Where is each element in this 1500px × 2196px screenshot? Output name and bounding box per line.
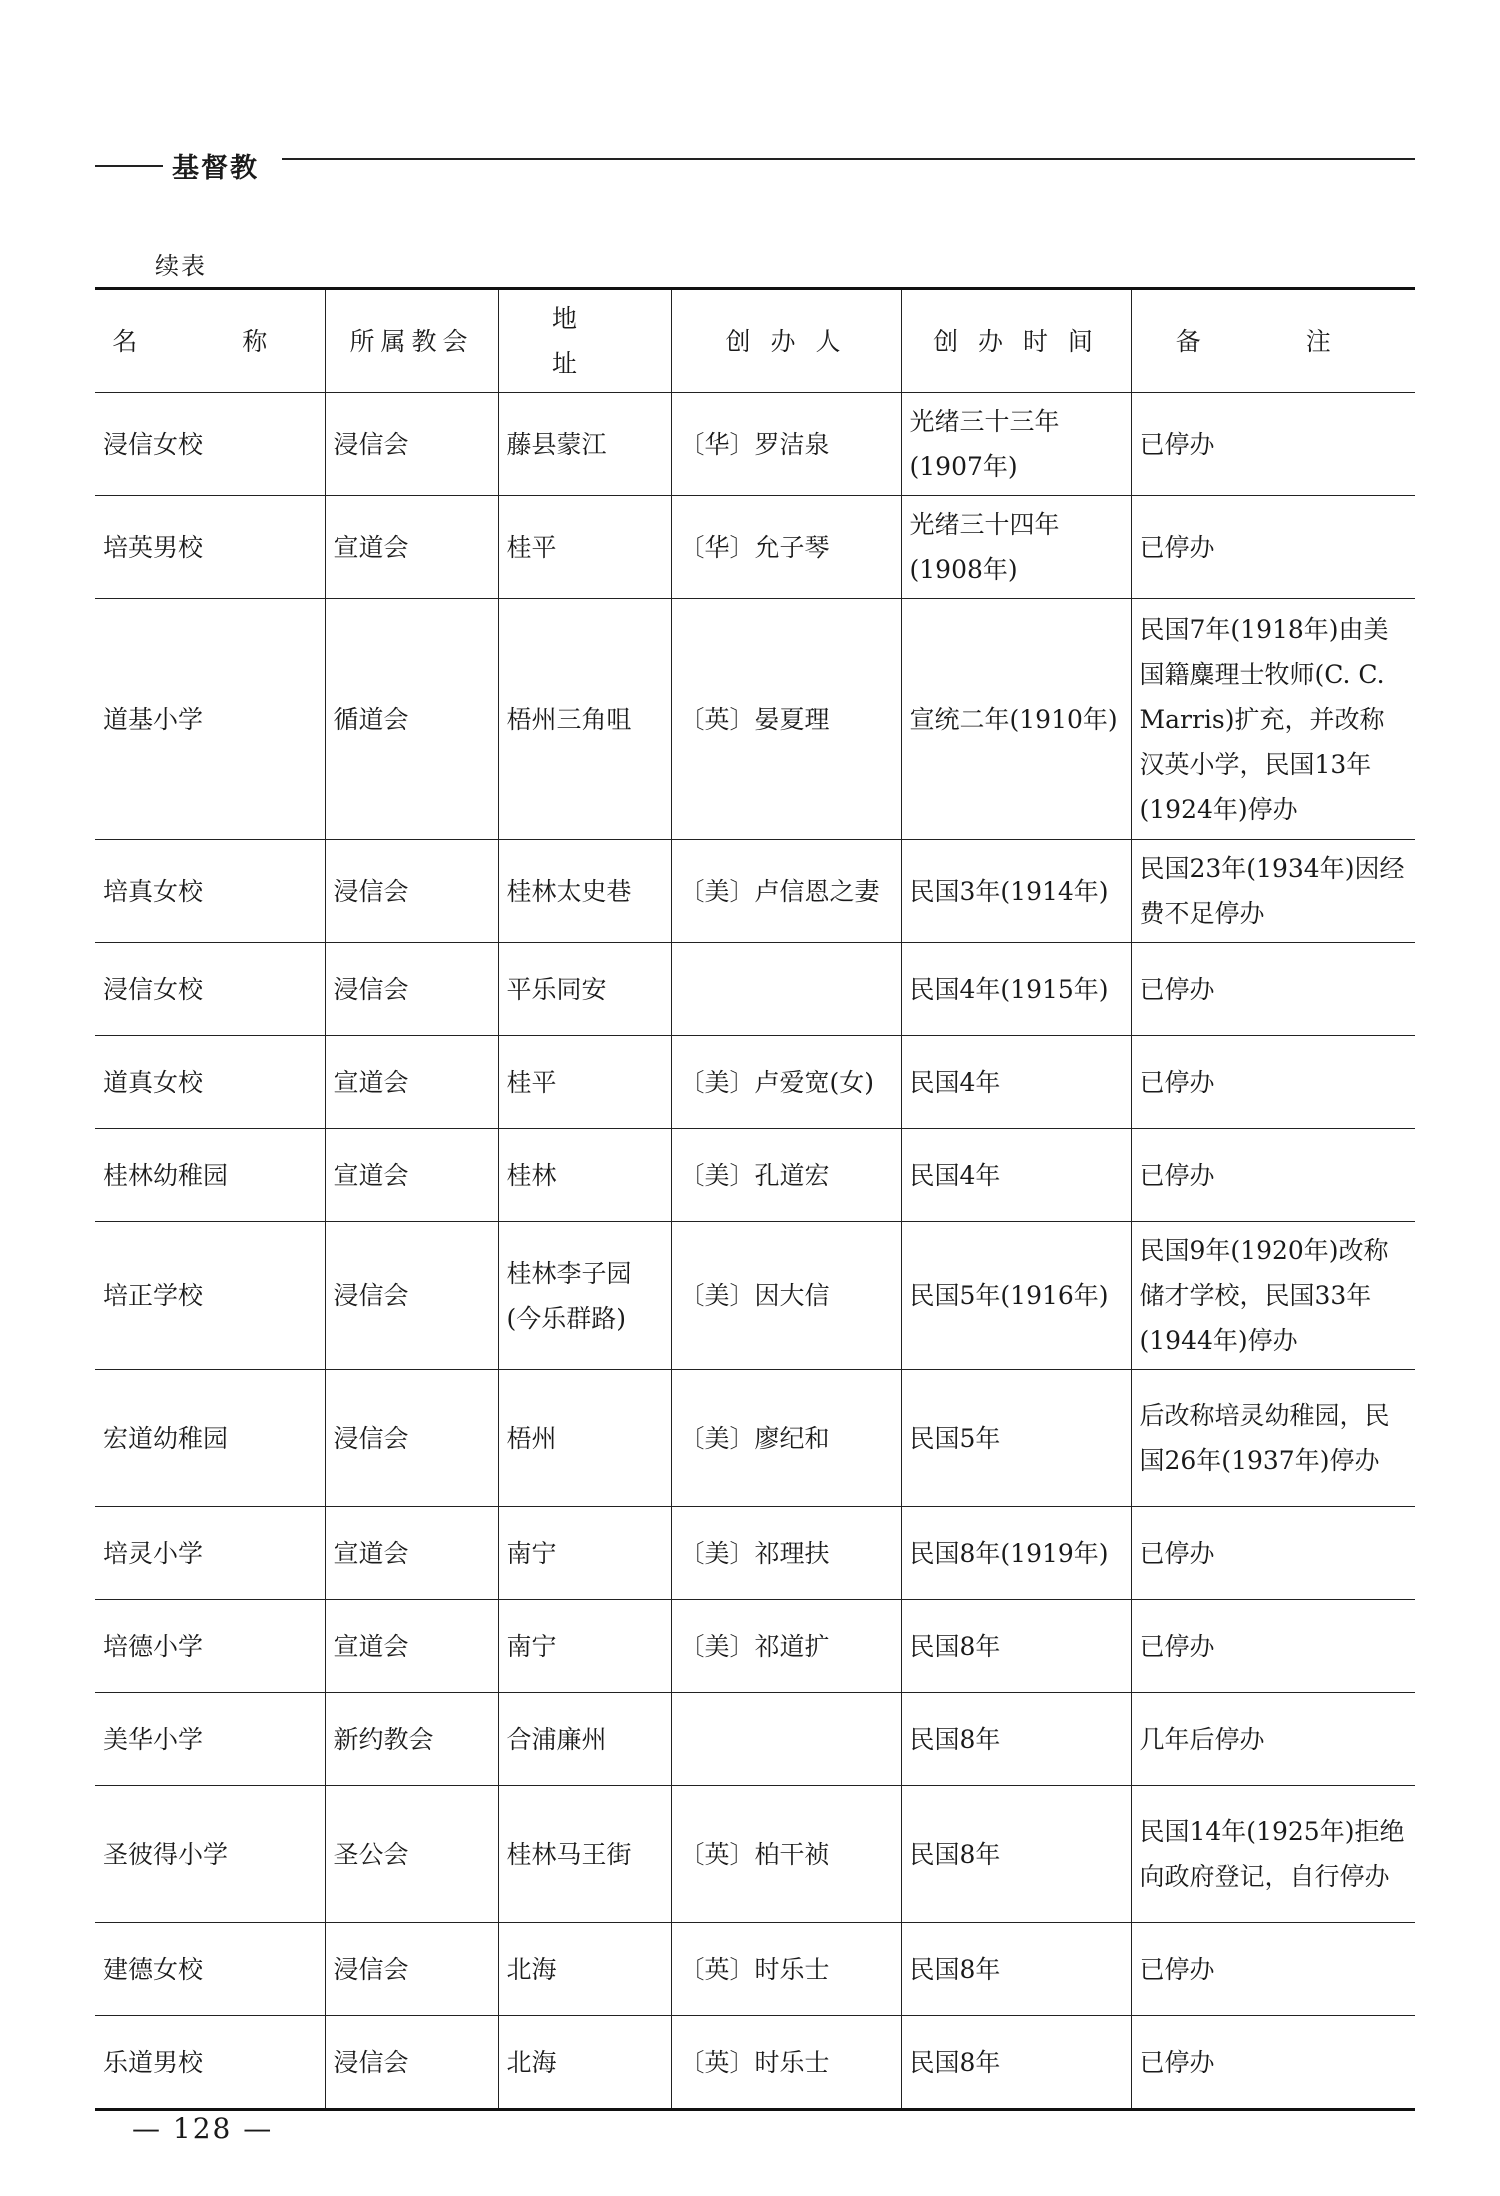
cell-founder: 〔美〕祁道扩 [671,1600,901,1693]
cell-founded-date: 民国5年 [901,1370,1131,1507]
cell-founder [671,943,901,1036]
cell-founder: 〔美〕祁理扶 [671,1507,901,1600]
cell-founded-date: 民国8年 [901,1600,1131,1693]
table-row [95,2016,1415,2110]
table-row [95,1222,1415,1370]
table-row [95,1693,1415,1786]
cell-founder [671,1693,901,1786]
cell-founded-date: 光绪三十四年(1908年) [901,496,1131,599]
cell-address: 梧州 [498,1370,671,1507]
cell-founder: 〔英〕时乐士 [671,1923,901,2016]
cell-church: 浸信会 [325,1370,498,1507]
cell-address: 桂林马王街 [498,1786,671,1923]
cell-church: 浸信会 [325,393,498,496]
cell-church: 浸信会 [325,2016,498,2110]
cell-address: 合浦廉州 [498,1693,671,1786]
page-number: — 128 — [132,2112,274,2145]
cell-church: 浸信会 [325,840,498,943]
cell-founder: 〔美〕廖纪和 [671,1370,901,1507]
cell-founded-date: 民国8年 [901,1786,1131,1923]
cell-founder: 〔美〕卢信恩之妻 [671,840,901,943]
cell-name: 培英男校 [95,496,325,599]
section-title: 基督教 [172,153,259,184]
cell-name: 乐道男校 [95,2016,325,2110]
cell-founder: 〔英〕柏干祯 [671,1786,901,1923]
table-row [95,599,1415,840]
header-rule-right [282,158,1415,160]
cell-name: 宏道幼稚园 [95,1370,325,1507]
column-header-name: 名 称 [95,289,325,393]
cell-name: 道真女校 [95,1036,325,1129]
table-row [95,1923,1415,2016]
cell-church: 宣道会 [325,1507,498,1600]
cell-church: 浸信会 [325,1222,498,1370]
cell-remarks: 已停办 [1131,496,1415,599]
schools-table [95,287,1415,2111]
cell-address: 平乐同安 [498,943,671,1036]
cell-founded-date: 民国4年 [901,1129,1131,1222]
cell-church: 宣道会 [325,1036,498,1129]
cell-remarks: 已停办 [1131,1036,1415,1129]
cell-church: 浸信会 [325,1923,498,2016]
cell-name: 道基小学 [95,599,325,840]
column-header-address: 地 址 [498,289,671,393]
cell-remarks: 已停办 [1131,1923,1415,2016]
cell-address: 南宁 [498,1600,671,1693]
cell-address: 北海 [498,2016,671,2110]
cell-name: 建德女校 [95,1923,325,2016]
cell-founder: 〔英〕晏夏理 [671,599,901,840]
cell-founder: 〔英〕时乐士 [671,2016,901,2110]
table-row [95,1600,1415,1693]
cell-church: 圣公会 [325,1786,498,1923]
cell-address: 桂林太史巷 [498,840,671,943]
table-row [95,1036,1415,1129]
cell-remarks: 民国14年(1925年)拒绝向政府登记，自行停办 [1131,1786,1415,1923]
cell-church: 浸信会 [325,943,498,1036]
cell-remarks: 几年后停办 [1131,1693,1415,1786]
cell-church: 新约教会 [325,1693,498,1786]
cell-remarks: 已停办 [1131,2016,1415,2110]
cell-founded-date: 民国8年 [901,1693,1131,1786]
cell-remarks: 后改称培灵幼稚园，民国26年(1937年)停办 [1131,1370,1415,1507]
cell-founder: 〔美〕因大信 [671,1222,901,1370]
cell-name: 培真女校 [95,840,325,943]
cell-remarks: 民国7年(1918年)由美国籍麋理士牧师(C. C. Marris)扩充，并改称汉英小学，民国13年(1924年)停办 [1131,599,1415,840]
table-row [95,1507,1415,1600]
cell-founded-date: 民国8年 [901,2016,1131,2110]
cell-remarks: 民国9年(1920年)改称储才学校，民国33年(1944年)停办 [1131,1222,1415,1370]
cell-name: 美华小学 [95,1693,325,1786]
column-header-founded-date: 创 办 时 间 [901,289,1131,393]
cell-name: 圣彼得小学 [95,1786,325,1923]
cell-founder: 〔美〕卢爱宽(女) [671,1036,901,1129]
cell-founder: 〔美〕孔道宏 [671,1129,901,1222]
cell-address: 桂林 [498,1129,671,1222]
column-header-founder: 创 办 人 [671,289,901,393]
table-row [95,1786,1415,1923]
cell-address: 桂平 [498,1036,671,1129]
cell-name: 培正学校 [95,1222,325,1370]
cell-address: 北海 [498,1923,671,2016]
cell-founded-date: 民国3年(1914年) [901,840,1131,943]
cell-remarks: 民国23年(1934年)因经费不足停办 [1131,840,1415,943]
cell-founded-date: 民国4年(1915年) [901,943,1131,1036]
cell-remarks: 已停办 [1131,1600,1415,1693]
table-row [95,1129,1415,1222]
table-caption: 续表 [155,252,207,280]
cell-founded-date: 民国5年(1916年) [901,1222,1131,1370]
cell-founder: 〔华〕允子琴 [671,496,901,599]
cell-name: 浸信女校 [95,943,325,1036]
table-row [95,496,1415,599]
cell-name: 培灵小学 [95,1507,325,1600]
cell-address: 南宁 [498,1507,671,1600]
table-row [95,1370,1415,1507]
cell-name: 浸信女校 [95,393,325,496]
cell-address: 桂林李子园(今乐群路) [498,1222,671,1370]
cell-remarks: 已停办 [1131,393,1415,496]
cell-address: 梧州三角咀 [498,599,671,840]
cell-church: 宣道会 [325,1600,498,1693]
header-rule-left [95,165,163,167]
table-header-row [95,289,1415,393]
cell-founded-date: 民国8年 [901,1923,1131,2016]
cell-name: 培德小学 [95,1600,325,1693]
column-header-remarks: 备 注 [1131,289,1415,393]
table-row [95,840,1415,943]
table-row [95,943,1415,1036]
cell-founded-date: 民国4年 [901,1036,1131,1129]
cell-church: 宣道会 [325,1129,498,1222]
column-header-church: 所属教会 [325,289,498,393]
cell-founder: 〔华〕罗洁泉 [671,393,901,496]
cell-founded-date: 光绪三十三年(1907年) [901,393,1131,496]
cell-remarks: 已停办 [1131,943,1415,1036]
table-row [95,393,1415,496]
cell-founded-date: 宣统二年(1910年) [901,599,1131,840]
cell-name: 桂林幼稚园 [95,1129,325,1222]
cell-remarks: 已停办 [1131,1129,1415,1222]
cell-church: 循道会 [325,599,498,840]
cell-address: 藤县蒙江 [498,393,671,496]
cell-church: 宣道会 [325,496,498,599]
cell-remarks: 已停办 [1131,1507,1415,1600]
cell-address: 桂平 [498,496,671,599]
cell-founded-date: 民国8年(1919年) [901,1507,1131,1600]
